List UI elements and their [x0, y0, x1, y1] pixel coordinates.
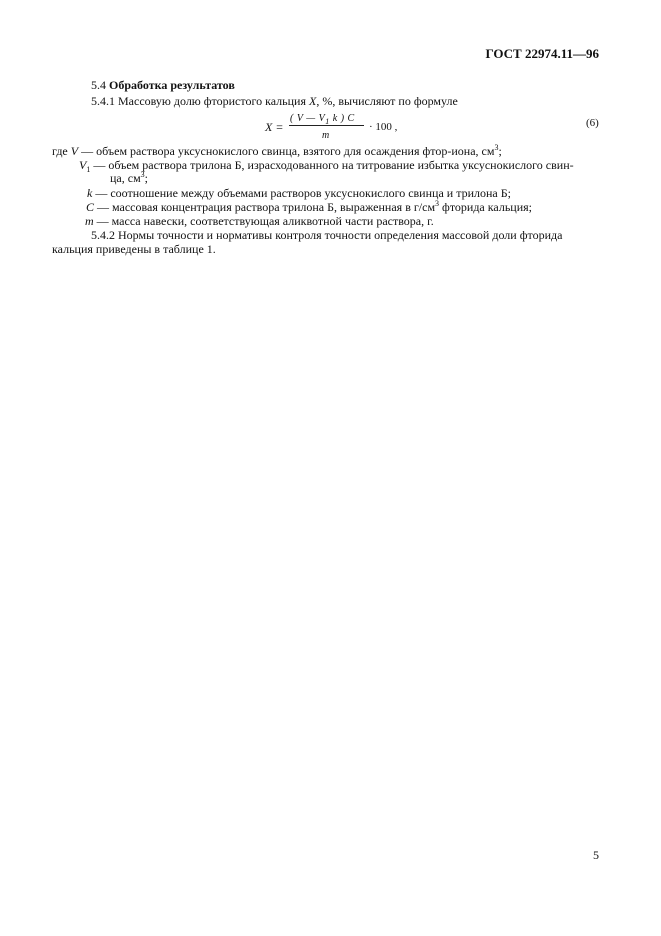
paragraph-5-4-2-line1: 5.4.2 Нормы точности и нормативы контроля точности определения массовой доли фторида: [91, 228, 563, 242]
variable-x: X: [309, 94, 317, 108]
fraction-bar: [289, 125, 364, 126]
definition-symbol: m: [85, 214, 94, 228]
section-title: Обработка результатов: [109, 78, 235, 92]
section-heading: [91, 78, 235, 92]
page-number: 5: [593, 848, 599, 862]
paragraph-5-4-2-line2: кальция приведены в таблице 1.: [52, 242, 216, 256]
paragraph-text-tail: , %, вычисляют по формуле: [316, 94, 458, 108]
equation-number: (6): [586, 117, 599, 129]
formula-lhs: X =: [265, 120, 284, 134]
definition-row: где V — объем раствора уксуснокислого свинца, взятого для осаждения фтор-иона, $см^3$;: [52, 143, 502, 158]
definition-row: $V_1$ — объем раствора трилона Б, израсходованного на титрование избытка уксуснокислого свин-: [79, 158, 574, 174]
section-number: 5.4: [91, 78, 106, 92]
paragraph-text: Массовую долю фтористого кальция: [118, 94, 306, 108]
document-header: ГОСТ 22974.11—96: [485, 46, 599, 61]
definition-row: k — соотношение между объемами растворов уксуснокислого свинца и трилона Б;: [87, 186, 511, 200]
definition-row: C — массовая концентрация раствора трилона Б, выраженная в $г/см^3$ фторида кальция;: [86, 199, 532, 214]
definition-row: m — масса навески, соответствующая аликвотной части раствора, г.: [85, 214, 434, 228]
formula-denominator: m: [322, 130, 330, 141]
definition-symbol: V: [79, 158, 87, 172]
definition-symbol: C: [86, 200, 95, 214]
definition-symbol: k: [87, 186, 93, 200]
paragraph-number: 5.4.1: [91, 94, 115, 108]
paragraph-5-4-1: [91, 94, 458, 108]
definition-symbol: V: [70, 144, 79, 158]
definition-row-continuation: ца, $см^3$;: [110, 170, 149, 185]
formula-numerator: ( V — $V_1$ k ) C: [290, 113, 355, 126]
formula-multiplier: · 100 ,: [369, 121, 398, 133]
